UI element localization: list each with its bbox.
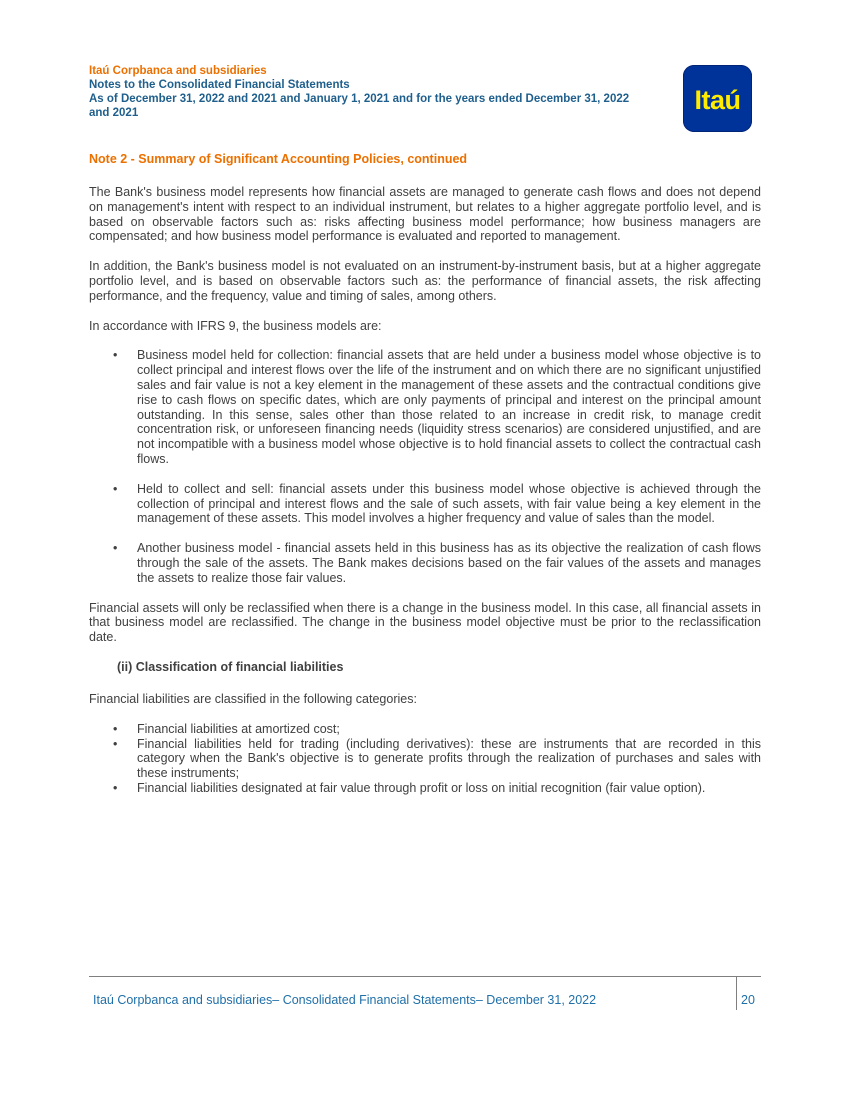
paragraph: Financial liabilities are classified in the following categories: [89,691,417,706]
main-content [89,151,761,811]
section-subheading: (ii) Classification of financial liabilities [117,659,344,674]
logo-text: Itaú [694,85,741,115]
paragraph: The Bank's business model represents how financial assets are managed to generate cash flows and does not depend on management's intent with respect to an individual instrument, but relates to a higher aggregate portfolio level, and is based on observable factors such as: risks affecting business model performance; how business managers are compensated; and how business model performance is evaluated and reported to management. [89,185,761,244]
footer-rule [89,976,761,977]
business-models-list [89,348,761,585]
list-item: • Held to collect and sell: financial assets under this business model whose objective is achieved through the collection of principal and interest flows and the sale of such assets, with fair value being a key element in the management of these assets. This model involves a higher frequency and value of sales than the model. [89,482,761,526]
footer-text: Itaú Corpbanca and subsidiaries– Consolidated Financial Statements– December 31, 2022 [93,993,597,1007]
liabilities-list [89,722,761,796]
note-title: Note 2 - Summary of Significant Accounting Policies, continued [89,152,468,166]
period-line-1: As of December 31, 2022 and 2021 and January 1, 2021 and for the years ended December 31, 2022 [89,93,630,105]
list-item: • Financial liabilities held for trading (including derivatives): these are instruments that are recorded in this category when the Bank's objective is to generate profits through the realization of purchases and sales with these instruments; [89,737,761,781]
itau-logo [683,65,752,132]
footer-divider [736,977,737,1010]
paragraph: In addition, the Bank's business model is not evaluated on an instrument-by-instrument basis, but at a higher aggregate portfolio level, and is based on observable factors such as: the performance of financial assets, the risk affecting performance, and the frequency, value and timing of sales, among others. [89,259,761,303]
period-line-2: and 2021 [89,107,139,119]
page-header [89,64,689,120]
list-item: • Another business model - financial assets held in this business has as its objective the realization of cash flows through the sale of the assets. The Bank makes decisions based on the fair values of the assets and manages the assets to realize those fair values. [89,541,761,585]
company-name: Itaú Corpbanca and subsidiaries [89,65,267,77]
list-item: • Business model held for collection: financial assets that are held under a business model whose objective is to collect principal and interest flows over the life of the instrument and on which there are no significant unjustified sales and fair value is not a key element in the management of these assets and the contractual conditions give rise to cash flows on specific dates, which are only payments of principal and interest on the principal amount outstanding. In this sense, sales other than those related to an increase in credit risk, to manage credit concentration risk, or unforeseen financing needs (liquidity stress scenarios) are considered unjustified, and are not incompatible with a business model whose objective is to hold financial assets to collect the contractual cash flows. [89,348,761,466]
paragraph: In accordance with IFRS 9, the business models are: [89,318,382,333]
list-item: • Financial liabilities at amortized cost; [89,722,761,737]
page-number: 20 [741,993,755,1007]
document-title: Notes to the Consolidated Financial Statements [89,79,350,91]
list-item: • Financial liabilities designated at fair value through profit or loss on initial recognition (fair value option). [89,781,761,796]
paragraph: Financial assets will only be reclassified when there is a change in the business model. In this case, all financial assets in that business model are reclassified. The change in the business model objective must be prior to the reclassification date. [89,600,761,645]
